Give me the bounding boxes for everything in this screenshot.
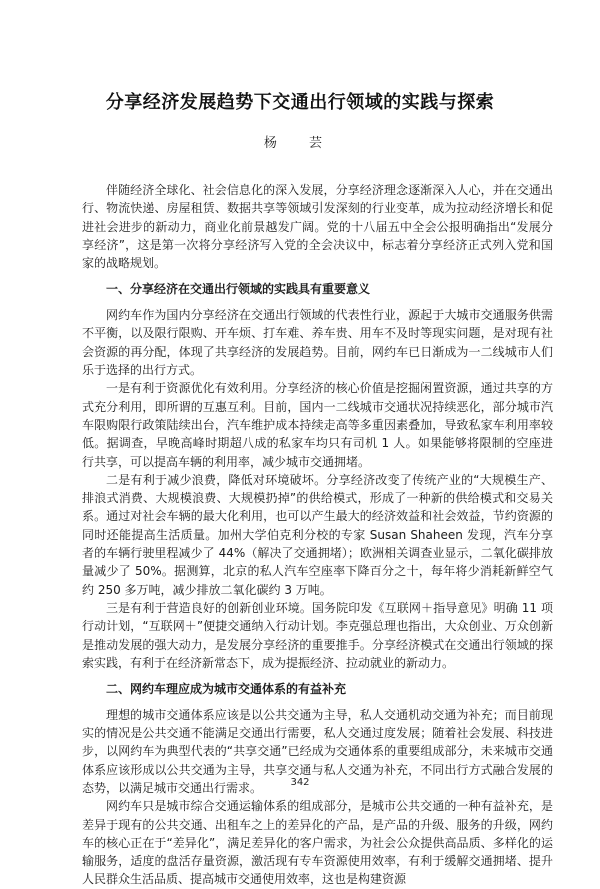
paragraph: 网约车作为国内分享经济在交通出行领域的代表性行业，源起于大城市交通服务供需不平衡，以及限行限购、开车烦、打车难、养车贵、用车不及时等现实问题，是对现有社会资源的再分配，体现了共享经济的发展趋势。目前，网约车已日渐成为一二线城市人们乐于选择的出行方式。	[82, 308, 553, 378]
paragraph: 三是有利于营造良好的创新创业环境。国务院印发《互联网＋指导意见》明确 11 项行动计划，“互联网＋”便捷交通纳入行动计划。李克强总理也指出，大众创业、万众创新是推动发展的强大动力，是发展分享经济的重要推手。分享经济模式在交通出行领域的探索实践，有利于在经济新常态下，成为提振经济、拉动就业的新动力。	[82, 600, 553, 670]
paragraph: 理想的城市交通体系应该是以公共交通为主导，私人交通机动交通为补充；而目前现实的情况是公共交通不能满足交通出行需要，私人交通过度发展；随着社会发展、科技进步，以网约车为典型代表的“共享交通”已经成为交通体系的重要组成部分，未来城市交通体系应该形成以公共交通为主导，共享交通与私人交通为补充，不同出行方式融合发展的态势，以满足城市交通出行需求。	[82, 707, 553, 795]
intro-paragraph: 伴随经济全球化、社会信息化的深入发展，分享经济理念逐渐深入人心，并在交通出行、物流快递、房屋租赁、数据共享等领域引发深刻的行业变革，成为拉动经济增长和促进社会进步的新动力，商业化前景越发广阔。党的十八届五中全会公报明确指出“发展分享经济”，这是第一次将分享经济写入党的全会决议中，标志着分享经济正式列入党和国家的战略规划。	[82, 183, 553, 271]
paper-title: 分享经济发展趋势下交通出行领域的实践与探索	[105, 92, 495, 113]
paragraph: 网约车只是城市综合交通运输体系的组成部分，是城市公共交通的一种有益补充，是差异于现有的公共交通、出租车之上的差异化的产品，是产品的升级、服务的升级，网约车的核心正在于“差异化”，满足差异化的客户需求，为社会公众提供高品质、多样化的运输服务，适度的盘活存量资源，激活现有专车资源使用效率，有利于缓解交通拥堵、提升人民群众生活品质、提高城市交通使用效率，这也是构建资源	[82, 799, 553, 887]
paragraph: 一是有利于资源优化有效利用。分享经济的核心价值是挖掘闲置资源，通过共享的方式充分利用，即所谓的互惠互利。目前，国内一二线城市交通状况持续恶化，部分城市汽车限购限行政策陆续出台，汽车维护成本持续走高等多重因素叠加，导致私家车利用率较低。据调查，早晚高峰时期超八成的私家车均只有司机 1 人。如果能够将限制的空座进行共享，可以提高车辆的利用率，减少城市交通拥堵。	[82, 381, 553, 469]
author-name: 杨 芸	[263, 136, 337, 151]
section-heading-1: 一、分享经济在交通出行领域的实践具有重要意义	[106, 282, 371, 297]
section-heading-2: 二、网约车理应成为城市交通体系的有益补充	[106, 681, 347, 696]
paragraph: 二是有利于减少浪费，降低对环境破坏。分享经济改变了传统产业的“大规模生产、排浪式消费、大规模浪费、大规模扔掉”的供给模式，形成了一种新的供给模式和交易关系。通过对社会车辆的最大化利用，也可以产生最大的经济效益和社会效益，节约资源的同时还能提高生活质量。加州大学伯克利分校的专家 Susan Shaheen 发现，汽车分享者的车辆行驶里程减少了 44%（解决了交通拥堵）；欧洲相关调查业显示，二氧化碳排放量减少了 50%。据测算，北京的私人汽车空座率下降百分之十，每年将少消耗新鲜空气约 250 多万吨，减少排放二氧化碳约 3 万吨。	[82, 472, 553, 597]
page-number: 342	[290, 777, 310, 788]
